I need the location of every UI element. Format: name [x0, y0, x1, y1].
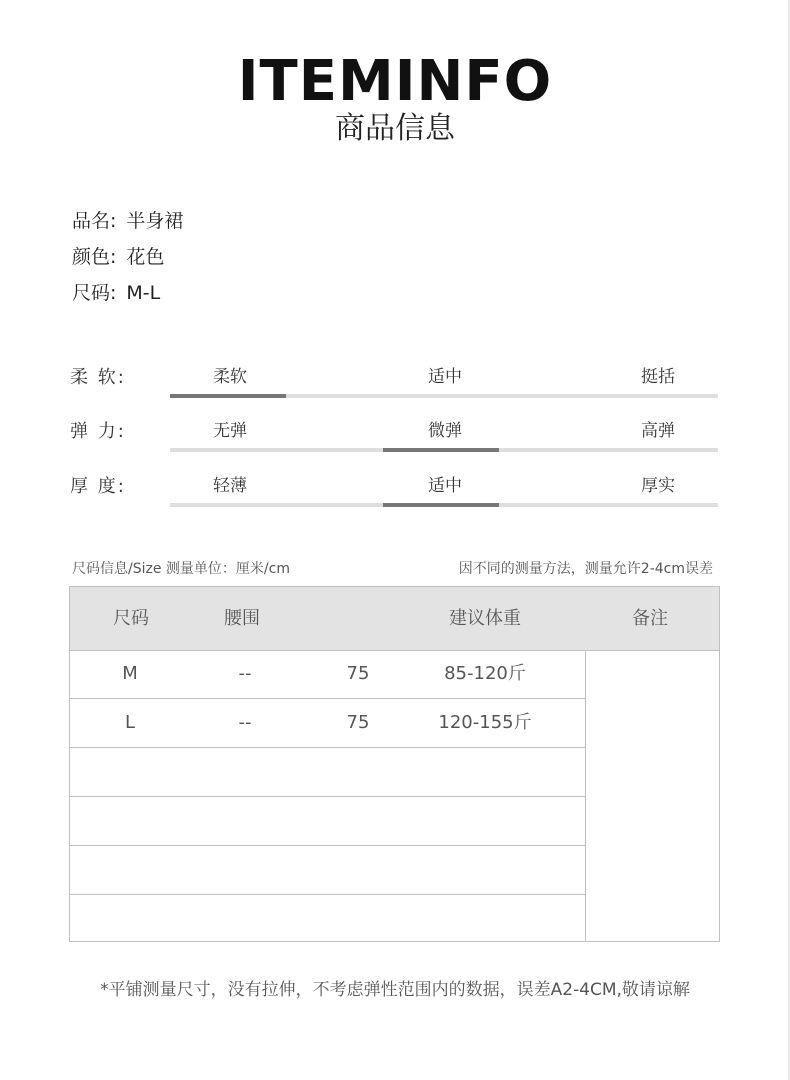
page-title-cn: 商品信息: [335, 111, 455, 146]
attribute-softness: [0, 365, 790, 405]
attribute-option: 轻薄: [213, 476, 247, 496]
attribute-option: 适中: [428, 476, 462, 496]
table-row: [70, 846, 586, 895]
info-line-color: [72, 245, 164, 269]
table-row: [70, 748, 586, 797]
table-cell: 75: [346, 663, 370, 684]
attribute-thickness: [0, 474, 790, 514]
table-header-cell: 备注: [632, 608, 668, 629]
attribute-option: 高弹: [641, 421, 675, 441]
table-cell: 75: [346, 712, 370, 733]
info-line-name: [72, 209, 183, 233]
remark-column: [585, 650, 720, 941]
attribute-option: 柔软: [213, 367, 247, 387]
attribute-scale-track: [170, 503, 718, 507]
table-cell: 85-120斤: [444, 663, 526, 684]
attribute-option: 挺括: [641, 367, 675, 387]
info-key: 尺码:: [72, 282, 117, 304]
attribute-label: 弹 力:: [70, 421, 126, 442]
table-cell: 120-155斤: [438, 712, 532, 733]
page-title-en: ITEMINFO: [237, 49, 553, 114]
info-value: M-L: [126, 282, 161, 304]
attribute-scale-indicator: [383, 448, 499, 452]
table-header: [70, 587, 719, 651]
attribute-option: 微弹: [428, 421, 462, 441]
info-value: 花色: [126, 246, 165, 268]
attribute-elasticity: [0, 419, 790, 459]
table-cell: --: [238, 663, 252, 684]
attribute-scale-indicator: [170, 394, 286, 398]
attribute-label: 柔 软:: [70, 367, 126, 388]
attribute-scale-track: [170, 394, 718, 398]
table-header-cell: 尺码: [113, 608, 149, 629]
info-key: 品名:: [72, 210, 117, 232]
attribute-option: 厚实: [641, 476, 675, 496]
table-cell: --: [238, 712, 252, 733]
size-table: [69, 586, 720, 942]
table-row: [70, 797, 586, 846]
attribute-label: 厚 度:: [70, 476, 126, 497]
table-header-cell: 腰围: [224, 608, 260, 629]
attribute-option: 无弹: [213, 421, 247, 441]
info-value: 半身裙: [126, 210, 184, 232]
info-key: 颜色:: [72, 246, 117, 268]
table-cell: L: [124, 712, 136, 733]
table-row: [70, 895, 586, 944]
table-row: [70, 650, 586, 699]
table-header-cell: 建议体重: [449, 608, 521, 629]
footnote: *平铺测量尺寸，没有拉伸，不考虑弹性范围内的数据，误差A2-4CM,敬请谅解: [100, 980, 690, 1000]
attribute-scale-indicator: [383, 503, 499, 507]
info-line-size: [72, 281, 160, 305]
size-meta-right: 因不同的测量方法，测量允许2-4cm误差: [458, 561, 713, 577]
attribute-option: 适中: [428, 367, 462, 387]
table-row: [70, 699, 586, 748]
attribute-scale-track: [170, 448, 718, 452]
table-cell: M: [122, 663, 138, 684]
size-meta-left: 尺码信息/Size 测量单位：厘米/cm: [72, 561, 290, 577]
